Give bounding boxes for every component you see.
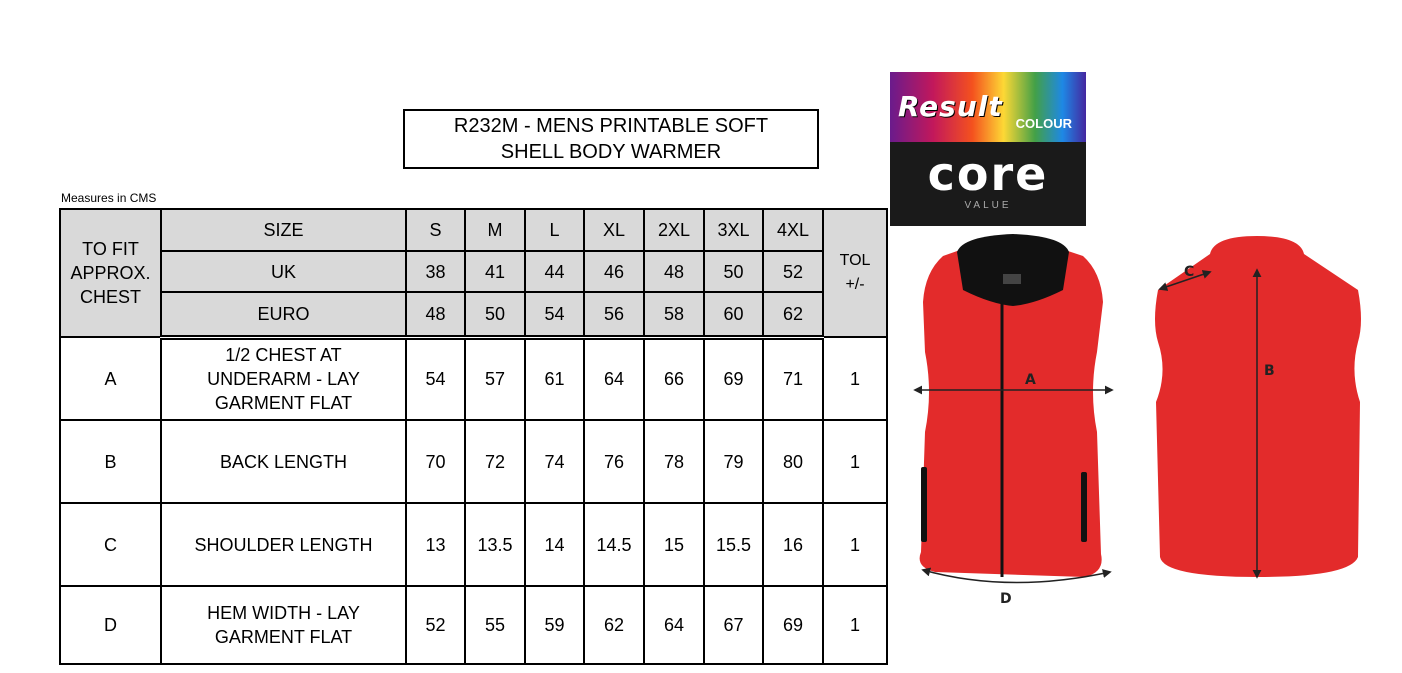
size-s: S [406, 209, 465, 251]
size-3xl: 3XL [704, 209, 763, 251]
size-l: L [525, 209, 584, 251]
row-value: 67 [704, 586, 763, 664]
row-description [161, 337, 406, 420]
size-m: M [465, 209, 525, 251]
vest-front [915, 234, 1112, 607]
table-row [60, 586, 887, 664]
logo-value-text: VALUE [964, 200, 1012, 211]
uk-value: 46 [584, 251, 644, 292]
size-xl: XL [584, 209, 644, 251]
result-core-logo [890, 72, 1086, 226]
row-value: 64 [644, 586, 704, 664]
row-value: 69 [763, 586, 823, 664]
row-description-line: BACK LENGTH [219, 451, 348, 472]
row-tol: 1 [823, 586, 887, 664]
size-chart-table [59, 208, 888, 665]
tol-label-cell [823, 209, 887, 337]
fit-label-cell [60, 209, 161, 337]
row-value: 14 [525, 503, 584, 586]
size-4xl: 4XL [763, 209, 823, 251]
row-value: 64 [584, 337, 644, 420]
row-tol: 1 [823, 337, 887, 420]
row-value: 69 [704, 337, 763, 420]
vest-back-body [1155, 236, 1361, 577]
euro-value: 58 [644, 292, 704, 337]
vest-measurement-diagram [905, 232, 1375, 612]
size-2xl: 2XL [644, 209, 704, 251]
row-value: 16 [763, 503, 823, 586]
row-description-line: GARMENT FLAT [214, 627, 353, 647]
dimension-c-label: C [1184, 264, 1195, 280]
row-value: 55 [465, 586, 525, 664]
row-tol: 1 [823, 503, 887, 586]
row-value: 80 [763, 420, 823, 503]
title-line-2: SHELL BODY WARMER [500, 141, 722, 163]
row-code: A [60, 337, 161, 420]
row-value: 76 [584, 420, 644, 503]
euro-value: 60 [704, 292, 763, 337]
uk-label: UK [161, 251, 406, 292]
vest-back [1155, 236, 1361, 577]
logo-brand-text: Result [898, 90, 1003, 123]
uk-row [60, 251, 887, 292]
size-row [60, 209, 887, 251]
table-row [60, 337, 887, 420]
row-value: 62 [584, 586, 644, 664]
uk-value: 44 [525, 251, 584, 292]
row-value: 78 [644, 420, 704, 503]
row-value: 54 [406, 337, 465, 420]
dimension-b-label: B [1264, 363, 1275, 379]
row-value: 15 [644, 503, 704, 586]
row-value: 13 [406, 503, 465, 586]
vest-front-label [1003, 274, 1021, 284]
euro-value: 62 [763, 292, 823, 337]
uk-value: 50 [704, 251, 763, 292]
euro-label: EURO [161, 292, 406, 337]
row-description-line: UNDERARM - LAY [207, 369, 360, 390]
row-value: 57 [465, 337, 525, 420]
table-row [60, 420, 887, 503]
euro-row [60, 292, 887, 337]
row-value: 72 [465, 420, 525, 503]
fit-label-line-1: TO FIT [82, 239, 139, 259]
size-label: SIZE [161, 209, 406, 251]
row-value: 52 [406, 586, 465, 664]
row-value: 59 [525, 586, 584, 664]
euro-value: 56 [584, 292, 644, 337]
row-description-line: SHOULDER LENGTH [194, 534, 373, 555]
row-value: 70 [406, 420, 465, 503]
row-value: 13.5 [465, 503, 525, 586]
title-box [403, 109, 819, 169]
row-description-line: GARMENT FLAT [214, 393, 353, 414]
row-description [161, 420, 406, 503]
row-description-line: HEM WIDTH - LAY [207, 603, 360, 623]
row-tol: 1 [823, 420, 887, 503]
row-value: 79 [704, 420, 763, 503]
tol-label-line-2: +/- [845, 276, 865, 293]
row-code: D [60, 586, 161, 664]
logo-colour-text: COLOUR [1015, 116, 1072, 131]
vest-front-pocket-left [921, 467, 927, 542]
table-row [60, 503, 887, 586]
row-value: 66 [644, 337, 704, 420]
dimension-d-label: D [1000, 591, 1012, 607]
uk-value: 41 [465, 251, 525, 292]
row-value: 14.5 [584, 503, 644, 586]
measures-note: Measures in CMS [61, 191, 157, 205]
row-value: 74 [525, 420, 584, 503]
uk-value: 52 [763, 251, 823, 292]
euro-value: 50 [465, 292, 525, 337]
row-value: 71 [763, 337, 823, 420]
row-code: B [60, 420, 161, 503]
euro-value: 48 [406, 292, 465, 337]
row-description-line: 1/2 CHEST AT [225, 345, 342, 366]
uk-value: 38 [406, 251, 465, 292]
row-description [161, 503, 406, 586]
fit-label-line-3: CHEST [79, 287, 141, 307]
tol-label-line-1: TOL [839, 252, 871, 269]
uk-value: 48 [644, 251, 704, 292]
row-code: C [60, 503, 161, 586]
euro-value: 54 [525, 292, 584, 337]
row-value: 61 [525, 337, 584, 420]
row-value: 15.5 [704, 503, 763, 586]
title-line-1: R232M - MENS PRINTABLE SOFT [453, 115, 769, 137]
row-description [161, 586, 406, 664]
logo-core-text: core [927, 147, 1049, 201]
dimension-a-label: A [1025, 372, 1036, 388]
fit-label-line-2: APPROX. [70, 263, 151, 283]
vest-front-pocket-right [1081, 472, 1087, 542]
